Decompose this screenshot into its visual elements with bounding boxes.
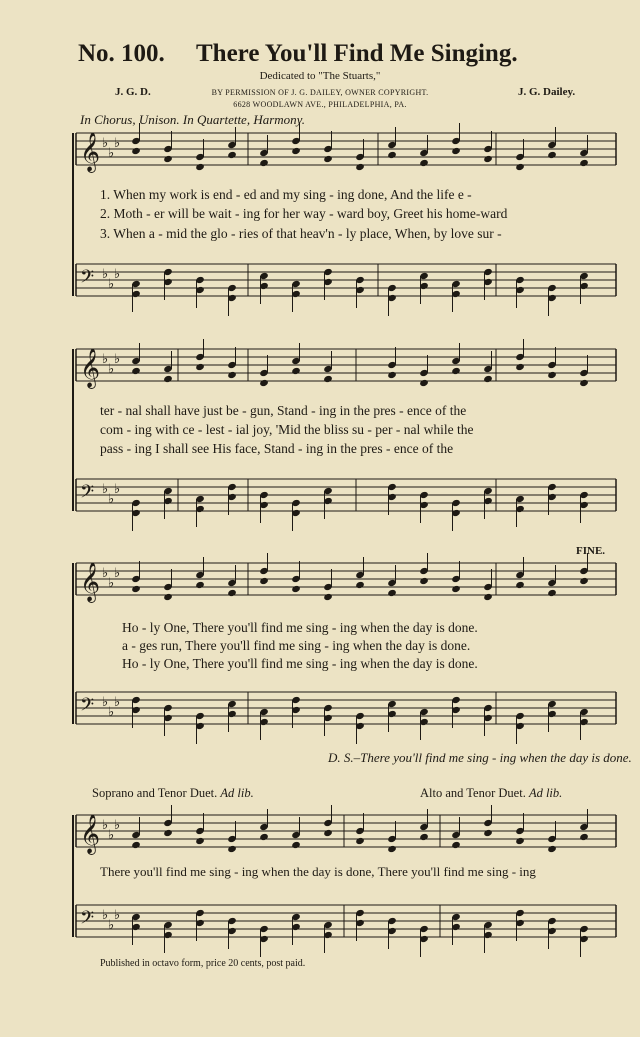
duet-label-left (92, 786, 254, 801)
note-head (419, 577, 429, 585)
note-head (259, 379, 269, 387)
note-head (195, 581, 205, 589)
treble-clef-icon: 𝄞 (80, 132, 101, 172)
flat-icon: ♭ (114, 908, 121, 923)
flat-icon: ♭ (108, 705, 115, 720)
treble-clef-icon: 𝄞 (80, 348, 101, 388)
hymn-title: There You'll Find Me Singing. (196, 40, 518, 67)
note-head (515, 837, 525, 845)
note-head (195, 837, 205, 845)
note-head (419, 833, 429, 841)
note-head (131, 367, 141, 375)
note-head (579, 833, 589, 841)
duet-left-ad-lib: Ad lib. (220, 786, 254, 800)
flat-icon: ♭ (114, 267, 121, 282)
note-head (259, 577, 269, 585)
note-head (323, 375, 333, 383)
hymn-number: No. 100. (78, 40, 165, 67)
note-head (579, 577, 589, 585)
note-head (451, 841, 461, 849)
note-head (227, 589, 237, 597)
publisher-address: 6628 WOODLAWN AVE., PHILADELPHIA, PA. (233, 100, 407, 109)
flat-icon: ♭ (102, 908, 109, 923)
note-head (131, 147, 141, 155)
permission-notice: BY PERMISSION OF J. G. DAILEY, OWNER COPYRIGHT. (211, 88, 429, 97)
note-head (387, 371, 397, 379)
note-head (515, 581, 525, 589)
note-head (195, 363, 205, 371)
words-credit: J. G. D. (115, 86, 151, 98)
note-head (355, 163, 365, 171)
note-head (451, 585, 461, 593)
lyric-verse-1-line-3: Ho - ly One, There you'll find me sing - ing when the day is done. (122, 620, 478, 635)
publication-footer: Published in octavo form, price 20 cents, post paid. (100, 958, 306, 969)
note-head (131, 585, 141, 593)
bass-clef-icon: 𝄢 (80, 908, 95, 933)
note-head (355, 581, 365, 589)
note-head (547, 151, 557, 159)
note-head (227, 151, 237, 159)
flat-icon: ♭ (114, 695, 121, 710)
note-head (355, 837, 365, 845)
note-head (163, 155, 173, 163)
note-head (483, 155, 493, 163)
note-head (291, 367, 301, 375)
note-head (163, 829, 173, 837)
lyric-verse-2-line-1: 2. Moth - er will be wait - ing for her way - ward boy, Greet his home-ward (100, 206, 508, 221)
note-head (323, 593, 333, 601)
flat-icon: ♭ (108, 576, 115, 591)
ds-instruction: D. S.–There you'll find me sing - ing when the day is done. (328, 750, 632, 765)
flat-icon: ♭ (108, 277, 115, 292)
fine-mark: FINE. (576, 545, 606, 557)
flat-icon: ♭ (102, 352, 109, 367)
note-head (451, 147, 461, 155)
note-head (323, 155, 333, 163)
note-head (227, 371, 237, 379)
lyric-verse-2-line-3: a - ges run, There you'll find me sing - ing when the day is done. (122, 638, 471, 653)
bass-clef-icon: 𝄢 (80, 267, 95, 292)
note-head (291, 841, 301, 849)
bass-clef-icon: 𝄢 (80, 482, 95, 507)
note-head (131, 841, 141, 849)
note-head (547, 845, 557, 853)
note-head (291, 147, 301, 155)
lyric-verse-2-line-2: com - ing with ce - lest - ial joy, 'Mid the bliss su - per - nal while the (100, 422, 474, 437)
flat-icon: ♭ (114, 818, 121, 833)
note-head (579, 159, 589, 167)
note-head (515, 163, 525, 171)
lyric-verse-3-line-2: pass - ing I shall see His face, Stand - ing in the pres - ence of the (100, 441, 454, 456)
note-head (451, 367, 461, 375)
duet-label-right (420, 786, 562, 801)
flat-icon: ♭ (114, 482, 121, 497)
note-head (163, 375, 173, 383)
flat-icon: ♭ (102, 695, 109, 710)
note-head (259, 833, 269, 841)
lyric-verse-3-line-1: 3. When a - mid the glo - ries of that heav'n - ly place, When, by love sur - (100, 226, 502, 241)
treble-clef-icon: 𝄞 (80, 562, 101, 602)
flat-icon: ♭ (102, 566, 109, 581)
note-head (163, 593, 173, 601)
note-head (227, 845, 237, 853)
flat-icon: ♭ (102, 136, 109, 151)
bass-clef-icon: 𝄢 (80, 695, 95, 720)
music-credit: J. G. Dailey. (518, 86, 576, 98)
dedication: Dedicated to "The Stuarts," (259, 70, 381, 82)
note-head (579, 379, 589, 387)
flat-icon: ♭ (108, 918, 115, 933)
note-head (515, 363, 525, 371)
note-head (419, 159, 429, 167)
lyric-verse-1-line-2: ter - nal shall have just be - gun, Stand - ing in the pres - ence of the (100, 403, 467, 418)
note-head (547, 371, 557, 379)
treble-clef-icon: 𝄞 (80, 814, 101, 854)
flat-icon: ♭ (102, 818, 109, 833)
flat-icon: ♭ (108, 362, 115, 377)
lyric-verse-1-line-1: 1. When my work is end - ed and my sing - ing done, And the life e - (100, 187, 472, 202)
note-head (387, 589, 397, 597)
lyric-verse-3-line-3: Ho - ly One, There you'll find me sing - ing when the day is done. (122, 656, 478, 671)
flat-icon: ♭ (108, 828, 115, 843)
note-head (387, 845, 397, 853)
flat-icon: ♭ (108, 146, 115, 161)
flat-icon: ♭ (102, 267, 109, 282)
note-head (483, 829, 493, 837)
flat-icon: ♭ (108, 492, 115, 507)
note-head (259, 159, 269, 167)
performance-note: In Chorus, Unison. In Quartette, Harmony. (80, 112, 305, 127)
note-head (419, 379, 429, 387)
note-head (195, 163, 205, 171)
note-head (323, 829, 333, 837)
note-head (483, 375, 493, 383)
flat-icon: ♭ (114, 566, 121, 581)
flat-icon: ♭ (114, 352, 121, 367)
duet-lyric: There you'll find me sing - ing when the day is done, There you'll find me sing - ing (100, 864, 536, 879)
flat-icon: ♭ (102, 482, 109, 497)
duet-left-label: Soprano and Tenor Duet. (92, 786, 218, 800)
duet-right-ad-lib: Ad lib. (528, 786, 563, 800)
flat-icon: ♭ (114, 136, 121, 151)
note-head (291, 585, 301, 593)
duet-right-label: Alto and Tenor Duet. (420, 786, 526, 800)
note-head (483, 593, 493, 601)
note-head (547, 589, 557, 597)
note-head (387, 151, 397, 159)
